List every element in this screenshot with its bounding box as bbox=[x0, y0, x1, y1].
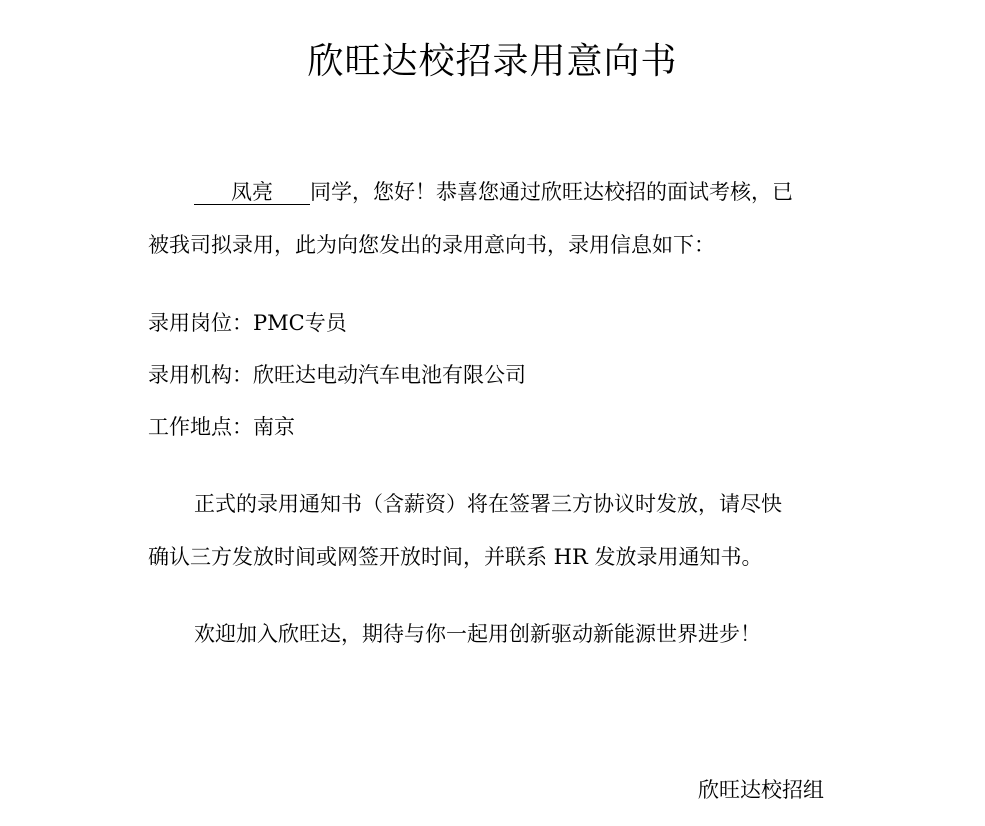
notice-line-2: 确认三方发放时间或网签开放时间，并联系 HR 发放录用通知书。 bbox=[148, 545, 763, 569]
signature: 欣旺达校招组 bbox=[698, 778, 824, 802]
recipient-name: 凤亮 bbox=[194, 180, 310, 205]
greeting-line-1 bbox=[148, 178, 848, 206]
greeting-text-1: 同学，您好！恭喜您通过欣旺达校招的面试考核，已 bbox=[310, 180, 793, 204]
notice-line-1: 正式的录用通知书（含薪资）将在签署三方协议时发放，请尽快 bbox=[194, 492, 782, 516]
offer-position: 录用岗位：PMC专员 bbox=[148, 311, 347, 335]
offer-organization: 录用机构：欣旺达电动汽车电池有限公司 bbox=[148, 363, 526, 387]
welcome-text: 欢迎加入欣旺达，期待与你一起用创新驱动新能源世界进步！ bbox=[194, 622, 761, 646]
greeting-line-2: 被我司拟录用，此为向您发出的录用意向书，录用信息如下： bbox=[148, 233, 715, 257]
document-title: 欣旺达校招录用意向书 bbox=[307, 41, 678, 82]
offer-location: 工作地点：南京 bbox=[148, 415, 295, 439]
